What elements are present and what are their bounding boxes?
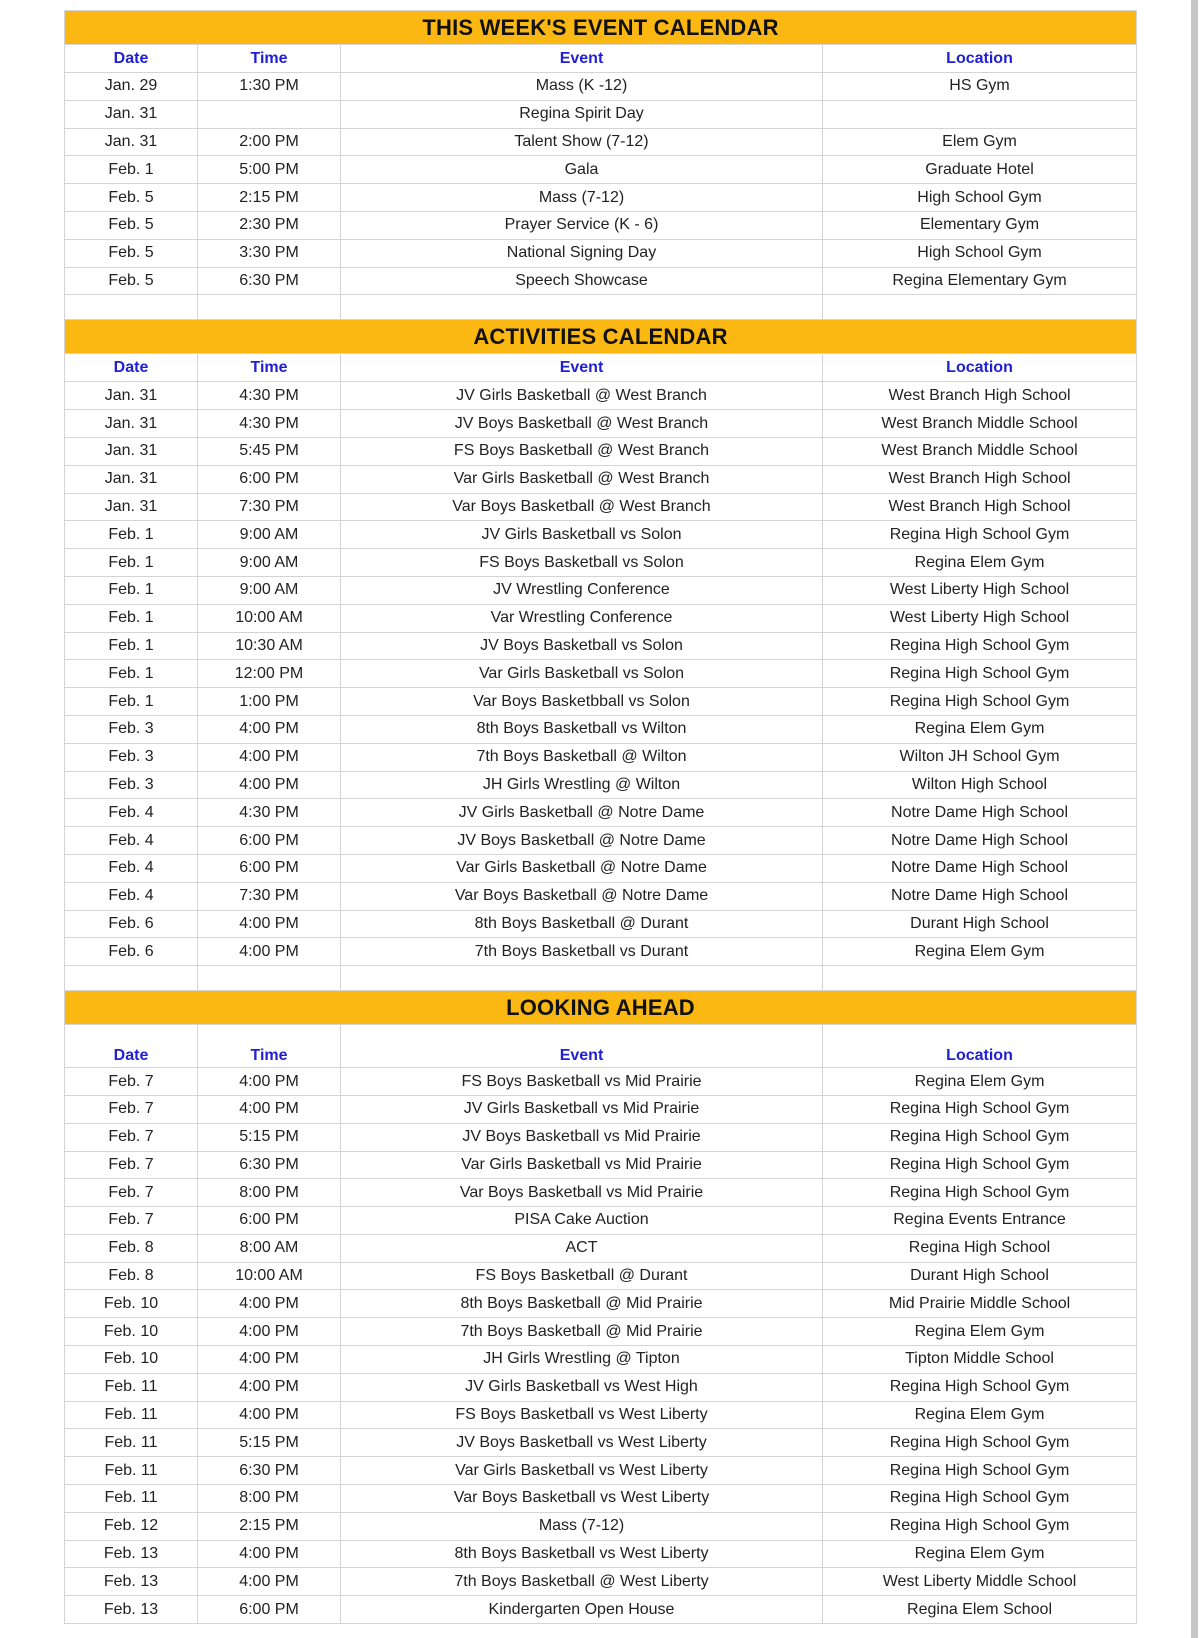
section-title-row (65, 991, 1137, 1025)
table-row (65, 73, 1137, 101)
column-header-location: Location (823, 354, 1137, 382)
cell-date: Feb. 7 (65, 1207, 198, 1235)
cell-location: Elementary Gym (823, 211, 1137, 239)
cell-event: Var Girls Basketball @ West Branch (341, 465, 823, 493)
cell-location: Regina Elem Gym (823, 715, 1137, 743)
cell-location: Wilton JH School Gym (823, 743, 1137, 771)
column-header-event: Event (341, 354, 823, 382)
rows-this-week (65, 73, 1137, 295)
cell-date: Feb. 1 (65, 632, 198, 660)
rows-activities (65, 382, 1137, 966)
spacer-row (65, 966, 1137, 991)
cell-time: 6:30 PM (198, 1457, 341, 1485)
cell-date: Feb. 8 (65, 1262, 198, 1290)
cell-event: Var Girls Basketball vs West Liberty (341, 1457, 823, 1485)
cell-event: FS Boys Basketball @ Durant (341, 1262, 823, 1290)
cell-date: Feb. 5 (65, 239, 198, 267)
cell-event: FS Boys Basketball @ West Branch (341, 437, 823, 465)
cell-date: Feb. 1 (65, 156, 198, 184)
cell-date: Feb. 11 (65, 1485, 198, 1513)
cell-location: Tipton Middle School (823, 1346, 1137, 1374)
cell-location: West Branch High School (823, 382, 1137, 410)
cell-time: 8:00 AM (198, 1234, 341, 1262)
cell-date: Feb. 4 (65, 827, 198, 855)
calendar-sheet (64, 10, 1136, 1624)
cell-event: JH Girls Wrestling @ Wilton (341, 771, 823, 799)
cell-event: JV Boys Basketball vs Solon (341, 632, 823, 660)
cell-event: 7th Boys Basketball @ Mid Prairie (341, 1318, 823, 1346)
cell-event: JV Boys Basketball vs Mid Prairie (341, 1123, 823, 1151)
cell-time: 7:30 PM (198, 493, 341, 521)
empty-cell (823, 966, 1137, 991)
cell-time: 4:00 PM (198, 1346, 341, 1374)
cell-time: 10:00 AM (198, 1262, 341, 1290)
cell-location: Regina Elem Gym (823, 1401, 1137, 1429)
table-row (65, 715, 1137, 743)
cell-location: Regina High School Gym (823, 1123, 1137, 1151)
cell-location: Regina Elem Gym (823, 938, 1137, 966)
table-row (65, 1373, 1137, 1401)
table-row (65, 493, 1137, 521)
table-row (65, 156, 1137, 184)
cell-event: Var Boys Basketball @ West Branch (341, 493, 823, 521)
table-row (65, 1123, 1137, 1151)
cell-event: Var Boys Basketball vs Mid Prairie (341, 1179, 823, 1207)
cell-event: FS Boys Basketball vs West Liberty (341, 1401, 823, 1429)
cell-event: Prayer Service (K - 6) (341, 211, 823, 239)
cell-location: Regina High School Gym (823, 688, 1137, 716)
cell-location: West Branch High School (823, 465, 1137, 493)
cell-event: 8th Boys Basketball vs West Liberty (341, 1540, 823, 1568)
section-title-row (65, 320, 1137, 354)
column-header-row (65, 1025, 1137, 1068)
cell-date: Feb. 7 (65, 1095, 198, 1123)
cell-event: 8th Boys Basketball @ Mid Prairie (341, 1290, 823, 1318)
cell-event: 8th Boys Basketball vs Wilton (341, 715, 823, 743)
cell-date: Feb. 7 (65, 1151, 198, 1179)
cell-location: Regina High School Gym (823, 1485, 1137, 1513)
cell-location: Wilton High School (823, 771, 1137, 799)
cell-location: Regina High School Gym (823, 1179, 1137, 1207)
cell-date: Feb. 7 (65, 1123, 198, 1151)
cell-event: FS Boys Basketball vs Mid Prairie (341, 1068, 823, 1096)
calendar-table (64, 10, 1137, 1624)
cell-event: JV Girls Basketball vs Solon (341, 521, 823, 549)
cell-event: Mass (K -12) (341, 73, 823, 101)
cell-date: Feb. 13 (65, 1568, 198, 1596)
section-title: ACTIVITIES CALENDAR (65, 320, 1137, 354)
cell-date: Jan. 31 (65, 437, 198, 465)
cell-time: 5:15 PM (198, 1429, 341, 1457)
cell-date: Jan. 29 (65, 73, 198, 101)
cell-time: 4:00 PM (198, 743, 341, 771)
cell-location: West Branch High School (823, 493, 1137, 521)
cell-time: 4:00 PM (198, 1373, 341, 1401)
table-row (65, 1512, 1137, 1540)
column-header-time: Time (198, 45, 341, 73)
cell-location: Regina High School Gym (823, 660, 1137, 688)
cell-time: 2:15 PM (198, 1512, 341, 1540)
table-row (65, 1568, 1137, 1596)
column-header-date: Date (65, 354, 198, 382)
cell-event: JH Girls Wrestling @ Tipton (341, 1346, 823, 1374)
cell-date: Jan. 31 (65, 410, 198, 438)
cell-date: Jan. 31 (65, 128, 198, 156)
cell-event: 7th Boys Basketball @ Wilton (341, 743, 823, 771)
table-row (65, 882, 1137, 910)
cell-location: Regina High School Gym (823, 1095, 1137, 1123)
cell-location: Regina High School Gym (823, 1457, 1137, 1485)
table-row (65, 100, 1137, 128)
cell-time: 9:00 AM (198, 521, 341, 549)
cell-location: High School Gym (823, 184, 1137, 212)
table-row (65, 1262, 1137, 1290)
cell-time: 5:45 PM (198, 437, 341, 465)
cell-time: 4:00 PM (198, 1318, 341, 1346)
cell-location: Notre Dame High School (823, 827, 1137, 855)
cell-date: Feb. 10 (65, 1290, 198, 1318)
table-row (65, 688, 1137, 716)
cell-location: Regina High School Gym (823, 1151, 1137, 1179)
cell-time: 8:00 PM (198, 1179, 341, 1207)
cell-date: Feb. 11 (65, 1429, 198, 1457)
table-row (65, 1234, 1137, 1262)
cell-time: 4:30 PM (198, 410, 341, 438)
empty-cell (198, 966, 341, 991)
cell-time: 4:00 PM (198, 1095, 341, 1123)
table-row (65, 938, 1137, 966)
column-header-location: Location (823, 45, 1137, 73)
cell-time: 6:00 PM (198, 827, 341, 855)
cell-date: Feb. 4 (65, 854, 198, 882)
cell-event: JV Girls Basketball vs West High (341, 1373, 823, 1401)
cell-time: 1:00 PM (198, 688, 341, 716)
table-row (65, 1095, 1137, 1123)
rows-looking-ahead (65, 1068, 1137, 1624)
spacer-row (65, 295, 1137, 320)
cell-location: Notre Dame High School (823, 799, 1137, 827)
scrollbar-thumb[interactable] (1191, 0, 1198, 1638)
table-row (65, 910, 1137, 938)
cell-location: West Branch Middle School (823, 437, 1137, 465)
cell-event: Mass (7-12) (341, 1512, 823, 1540)
table-row (65, 465, 1137, 493)
cell-location: Regina Elem Gym (823, 549, 1137, 577)
cell-time: 6:00 PM (198, 465, 341, 493)
cell-time: 6:00 PM (198, 1207, 341, 1235)
cell-date: Feb. 13 (65, 1596, 198, 1624)
table-row (65, 382, 1137, 410)
cell-location: Regina Elem Gym (823, 1540, 1137, 1568)
cell-event: 7th Boys Basketball vs Durant (341, 938, 823, 966)
cell-event: Kindergarten Open House (341, 1596, 823, 1624)
cell-date: Feb. 1 (65, 660, 198, 688)
cell-date: Feb. 10 (65, 1318, 198, 1346)
cell-date: Feb. 4 (65, 882, 198, 910)
cell-event: FS Boys Basketball vs Solon (341, 549, 823, 577)
cell-event: Gala (341, 156, 823, 184)
cell-event: Var Boys Basketbball vs Solon (341, 688, 823, 716)
cell-time: 2:15 PM (198, 184, 341, 212)
cell-location: Regina Events Entrance (823, 1207, 1137, 1235)
cell-location: Regina High School Gym (823, 1512, 1137, 1540)
cell-date: Jan. 31 (65, 100, 198, 128)
cell-time: 4:00 PM (198, 715, 341, 743)
cell-date: Feb. 1 (65, 521, 198, 549)
cell-time: 6:30 PM (198, 1151, 341, 1179)
table-row (65, 1068, 1137, 1096)
table-row (65, 1346, 1137, 1374)
section-title-row (65, 11, 1137, 45)
cell-event: PISA Cake Auction (341, 1207, 823, 1235)
empty-cell (341, 966, 823, 991)
cell-date: Feb. 12 (65, 1512, 198, 1540)
cell-event: Var Girls Basketball @ Notre Dame (341, 854, 823, 882)
cell-location: Regina High School Gym (823, 1429, 1137, 1457)
cell-location: High School Gym (823, 239, 1137, 267)
column-header-location: Location (823, 1025, 1137, 1068)
table-row (65, 604, 1137, 632)
empty-cell (341, 295, 823, 320)
cell-location: Graduate Hotel (823, 156, 1137, 184)
table-row (65, 1290, 1137, 1318)
cell-time: 4:00 PM (198, 1290, 341, 1318)
spacer-block (65, 966, 1137, 991)
section-activities (65, 320, 1137, 382)
cell-location: Regina Elem Gym (823, 1318, 1137, 1346)
cell-location: HS Gym (823, 73, 1137, 101)
column-header-time: Time (198, 354, 341, 382)
cell-date: Feb. 11 (65, 1401, 198, 1429)
cell-location: Durant High School (823, 910, 1137, 938)
cell-date: Jan. 31 (65, 493, 198, 521)
cell-event: JV Wrestling Conference (341, 576, 823, 604)
column-header-date: Date (65, 1025, 198, 1068)
table-row (65, 549, 1137, 577)
cell-time: 2:00 PM (198, 128, 341, 156)
column-header-row (65, 354, 1137, 382)
cell-time: 4:30 PM (198, 382, 341, 410)
cell-date: Feb. 3 (65, 743, 198, 771)
cell-event: Var Boys Basketball @ Notre Dame (341, 882, 823, 910)
cell-date: Feb. 6 (65, 938, 198, 966)
cell-location: Regina High School (823, 1234, 1137, 1262)
cell-time: 9:00 AM (198, 549, 341, 577)
cell-location: Regina High School Gym (823, 521, 1137, 549)
table-row (65, 1207, 1137, 1235)
cell-location: West Liberty Middle School (823, 1568, 1137, 1596)
column-header-time: Time (198, 1025, 341, 1068)
table-row (65, 184, 1137, 212)
column-header-event: Event (341, 45, 823, 73)
table-row (65, 576, 1137, 604)
cell-date: Feb. 10 (65, 1346, 198, 1374)
cell-event: Var Girls Basketball vs Mid Prairie (341, 1151, 823, 1179)
cell-event: Var Girls Basketball vs Solon (341, 660, 823, 688)
table-row (65, 1179, 1137, 1207)
cell-event: JV Boys Basketball @ West Branch (341, 410, 823, 438)
cell-date: Jan. 31 (65, 382, 198, 410)
cell-location: Regina High School Gym (823, 632, 1137, 660)
cell-date: Feb. 1 (65, 549, 198, 577)
table-row (65, 267, 1137, 295)
section-title: LOOKING AHEAD (65, 991, 1137, 1025)
cell-event: 8th Boys Basketball @ Durant (341, 910, 823, 938)
cell-event: JV Girls Basketball @ Notre Dame (341, 799, 823, 827)
cell-date: Feb. 1 (65, 576, 198, 604)
cell-time: 4:00 PM (198, 1568, 341, 1596)
cell-location: Regina Elem School (823, 1596, 1137, 1624)
empty-cell (65, 295, 198, 320)
table-row (65, 1540, 1137, 1568)
table-row (65, 1318, 1137, 1346)
cell-date: Feb. 1 (65, 604, 198, 632)
cell-location: Regina High School Gym (823, 1373, 1137, 1401)
cell-event: JV Boys Basketball vs West Liberty (341, 1429, 823, 1457)
cell-time: 7:30 PM (198, 882, 341, 910)
cell-event: ACT (341, 1234, 823, 1262)
cell-time: 9:00 AM (198, 576, 341, 604)
table-row (65, 1429, 1137, 1457)
cell-time: 3:30 PM (198, 239, 341, 267)
cell-location: West Liberty High School (823, 576, 1137, 604)
cell-location: West Liberty High School (823, 604, 1137, 632)
cell-time: 4:30 PM (198, 799, 341, 827)
cell-date: Feb. 6 (65, 910, 198, 938)
cell-event: National Signing Day (341, 239, 823, 267)
cell-location: Regina Elementary Gym (823, 267, 1137, 295)
cell-time: 4:00 PM (198, 938, 341, 966)
cell-time: 8:00 PM (198, 1485, 341, 1513)
cell-time: 10:30 AM (198, 632, 341, 660)
spacer-block (65, 295, 1137, 320)
cell-event: Var Wrestling Conference (341, 604, 823, 632)
table-row (65, 239, 1137, 267)
cell-time: 5:15 PM (198, 1123, 341, 1151)
cell-time: 1:30 PM (198, 73, 341, 101)
cell-location: Durant High School (823, 1262, 1137, 1290)
cell-event: JV Girls Basketball @ West Branch (341, 382, 823, 410)
cell-event: JV Girls Basketball vs Mid Prairie (341, 1095, 823, 1123)
cell-time: 4:00 PM (198, 1540, 341, 1568)
cell-event: 7th Boys Basketball @ West Liberty (341, 1568, 823, 1596)
section-looking-ahead (65, 991, 1137, 1068)
cell-location: Notre Dame High School (823, 882, 1137, 910)
table-row (65, 799, 1137, 827)
table-row (65, 410, 1137, 438)
cell-time: 10:00 AM (198, 604, 341, 632)
cell-event: JV Boys Basketball @ Notre Dame (341, 827, 823, 855)
cell-location: Mid Prairie Middle School (823, 1290, 1137, 1318)
column-header-row (65, 45, 1137, 73)
cell-time: 12:00 PM (198, 660, 341, 688)
cell-location: West Branch Middle School (823, 410, 1137, 438)
table-row (65, 1401, 1137, 1429)
table-row (65, 1485, 1137, 1513)
cell-location: Regina Elem Gym (823, 1068, 1137, 1096)
table-row (65, 854, 1137, 882)
cell-time: 4:00 PM (198, 1068, 341, 1096)
table-row (65, 1151, 1137, 1179)
table-row (65, 660, 1137, 688)
cell-date: Feb. 11 (65, 1373, 198, 1401)
column-header-date: Date (65, 45, 198, 73)
cell-time: 6:00 PM (198, 1596, 341, 1624)
table-row (65, 827, 1137, 855)
cell-event: Mass (7-12) (341, 184, 823, 212)
cell-event: Speech Showcase (341, 267, 823, 295)
cell-date: Feb. 1 (65, 688, 198, 716)
cell-date: Jan. 31 (65, 465, 198, 493)
column-header-event: Event (341, 1025, 823, 1068)
cell-location (823, 100, 1137, 128)
cell-date: Feb. 13 (65, 1540, 198, 1568)
cell-time: 5:00 PM (198, 156, 341, 184)
cell-date: Feb. 4 (65, 799, 198, 827)
empty-cell (65, 966, 198, 991)
cell-location: Notre Dame High School (823, 854, 1137, 882)
table-row (65, 632, 1137, 660)
table-row (65, 128, 1137, 156)
table-row (65, 437, 1137, 465)
empty-cell (823, 295, 1137, 320)
cell-time: 2:30 PM (198, 211, 341, 239)
vertical-scrollbar[interactable] (1188, 0, 1200, 1638)
section-this-week (65, 11, 1137, 73)
cell-date: Feb. 11 (65, 1457, 198, 1485)
cell-time: 4:00 PM (198, 910, 341, 938)
table-row (65, 521, 1137, 549)
cell-date: Feb. 7 (65, 1179, 198, 1207)
cell-time: 4:00 PM (198, 771, 341, 799)
table-row (65, 771, 1137, 799)
cell-date: Feb. 7 (65, 1068, 198, 1096)
table-row (65, 743, 1137, 771)
cell-date: Feb. 3 (65, 715, 198, 743)
table-row (65, 1596, 1137, 1624)
cell-location: Elem Gym (823, 128, 1137, 156)
section-title: THIS WEEK'S EVENT CALENDAR (65, 11, 1137, 45)
table-row (65, 211, 1137, 239)
table-row (65, 1457, 1137, 1485)
cell-event: Var Boys Basketball vs West Liberty (341, 1485, 823, 1513)
cell-time: 6:30 PM (198, 267, 341, 295)
cell-event: Regina Spirit Day (341, 100, 823, 128)
cell-time (198, 100, 341, 128)
cell-date: Feb. 8 (65, 1234, 198, 1262)
cell-date: Feb. 5 (65, 267, 198, 295)
cell-date: Feb. 5 (65, 184, 198, 212)
cell-date: Feb. 5 (65, 211, 198, 239)
cell-time: 4:00 PM (198, 1401, 341, 1429)
cell-event: Talent Show (7-12) (341, 128, 823, 156)
cell-time: 6:00 PM (198, 854, 341, 882)
cell-date: Feb. 3 (65, 771, 198, 799)
empty-cell (198, 295, 341, 320)
